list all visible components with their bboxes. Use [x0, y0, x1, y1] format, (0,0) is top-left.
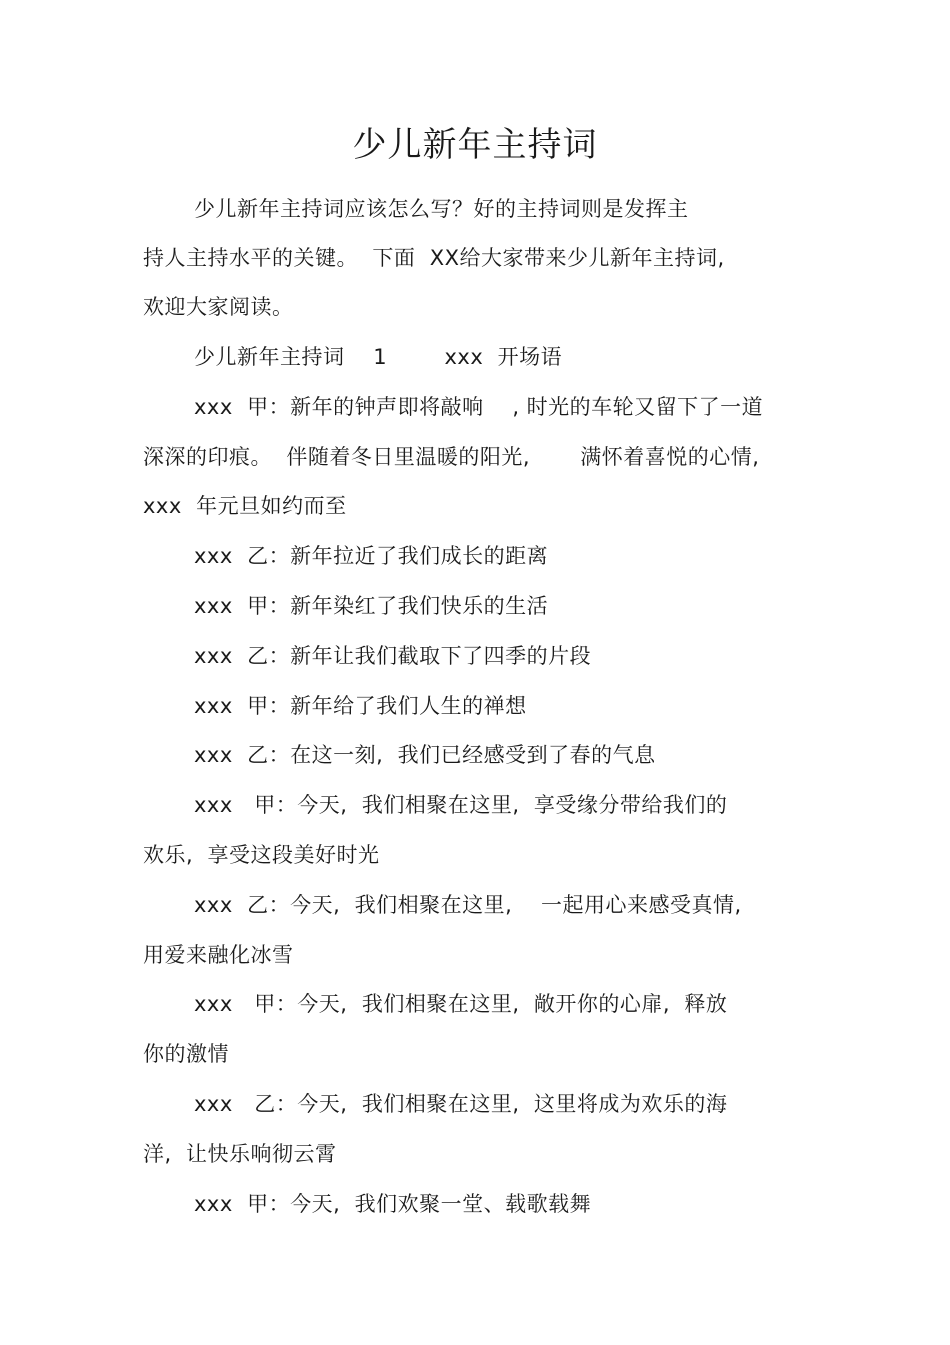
paragraph-line: 欢迎大家阅读。: [143, 295, 294, 319]
paragraph-line: xxx 乙：今天, 我们相聚在这里, 这里将成为欢乐的海: [194, 1092, 728, 1116]
paragraph-line: xxx 甲：新年染红了我们快乐的生活: [194, 594, 549, 618]
paragraph-line: xxx 乙：新年拉近了我们成长的距离: [194, 544, 549, 568]
paragraph-line: xxx 乙：今天, 我们相聚在这里, 一起用心来感受真情,: [194, 893, 742, 917]
paragraph-line: xxx 甲：新年给了我们人生的禅想: [194, 694, 527, 718]
paragraph-line: xxx 甲：今天, 我们相聚在这里, 敞开你的心扉, 释放: [194, 992, 728, 1016]
paragraph-line: xxx 年元旦如约而至: [143, 494, 347, 518]
paragraph-line: 洋, 让快乐响彻云霄: [143, 1142, 337, 1166]
paragraph-line: 深深的印痕。 伴随着冬日里温暖的阳光, 满怀着喜悦的心情,: [143, 445, 760, 469]
paragraph-line: 欢乐, 享受这段美好时光: [143, 843, 380, 867]
paragraph-line: 用爱来融化冰雪: [143, 943, 294, 967]
paragraph-line: xxx 乙：新年让我们截取下了四季的片段: [194, 644, 592, 668]
document-title: 少儿新年主持词: [352, 125, 598, 165]
paragraph-line: 持人主持水平的关键。 下面 XX给大家带来少儿新年主持词,: [143, 246, 725, 270]
paragraph-line: 你的激情: [143, 1042, 229, 1066]
paragraph-line: xxx 甲：新年的钟声即将敲响 , 时光的车轮又留下了一道: [194, 395, 764, 419]
paragraph-line: xxx 乙：在这一刻, 我们已经感受到了春的气息: [194, 743, 656, 767]
paragraph-line: xxx 甲：今天, 我们相聚在这里, 享受缘分带给我们的: [194, 793, 728, 817]
paragraph-line: 少儿新年主持词应该怎么写？好的主持词则是发挥主: [194, 197, 689, 221]
paragraph-line: 少儿新年主持词 1 xxx 开场语: [194, 345, 563, 369]
paragraph-line: xxx 甲：今天, 我们欢聚一堂、载歌载舞: [194, 1192, 592, 1216]
